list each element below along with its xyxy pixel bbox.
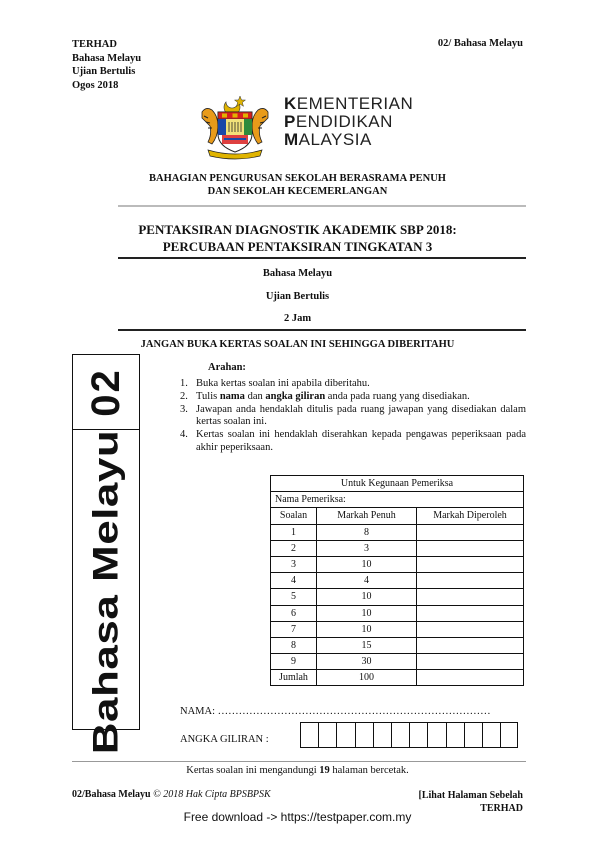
classification-label: TERHAD bbox=[72, 39, 117, 50]
total-obtained-cell[interactable] bbox=[417, 670, 524, 686]
ministry-line-1: EMENTERIAN bbox=[296, 94, 414, 113]
table-row: 3 10 bbox=[271, 556, 524, 572]
exam-title-line-2: PERCUBAAN PENTAKSIRAN TINGKATAN 3 bbox=[162, 239, 433, 254]
index-digit-box[interactable] bbox=[427, 722, 445, 748]
index-digit-box[interactable] bbox=[446, 722, 464, 748]
warning-notice: JANGAN BUKA KERTAS SOALAN INI SEHINGGA DIBERITAHU bbox=[140, 339, 455, 350]
table-row: 2 3 bbox=[271, 540, 524, 556]
exam-title bbox=[0, 221, 595, 255]
index-digit-box[interactable] bbox=[391, 722, 409, 748]
exam-title-line-1: PENTAKSIRAN DIAGNOSTIK AKADEMIK SBP 2018: bbox=[138, 222, 457, 237]
candidate-name-field[interactable]: NAMA: …………………………………………………………………… bbox=[180, 706, 491, 717]
table-row: 9 30 bbox=[271, 654, 524, 670]
index-digit-box[interactable] bbox=[318, 722, 336, 748]
table-row: 5 10 bbox=[271, 589, 524, 605]
ministry-initial-p: P bbox=[284, 112, 296, 131]
index-digit-box[interactable] bbox=[464, 722, 482, 748]
page-count-note: Kertas soalan ini mengandungi 19 halaman bercetak. bbox=[186, 765, 409, 776]
obtained-marks-cell[interactable] bbox=[417, 540, 524, 556]
division-line-1: BAHAGIAN PENGURUSAN SEKOLAH BERASRAMA PENUH bbox=[149, 173, 446, 184]
instruction-item: 2. Tulis nama dan angka giliran anda pada ruang yang disediakan. bbox=[180, 390, 470, 402]
footer-copyright: 02/Bahasa Melayu © 2018 Hak Cipta BPSBPSK bbox=[72, 789, 271, 800]
instructions-title: Arahan: bbox=[208, 362, 246, 373]
exam-duration: 2 Jam bbox=[283, 313, 312, 324]
subject-label: Bahasa Melayu bbox=[72, 52, 142, 64]
index-digit-box[interactable] bbox=[300, 722, 318, 748]
obtained-marks-cell[interactable] bbox=[417, 621, 524, 637]
instructions-list bbox=[180, 378, 526, 455]
ministry-line-2: ENDIDIKAN bbox=[295, 112, 393, 131]
index-digit-box[interactable] bbox=[355, 722, 373, 748]
table-row: 8 15 bbox=[271, 637, 524, 653]
footer-classification: TERHAD bbox=[480, 803, 523, 814]
side-subject bbox=[73, 429, 139, 755]
download-link[interactable]: Free download -> https://testpaper.com.my bbox=[183, 810, 412, 824]
column-header-question: Soalan bbox=[271, 508, 317, 524]
side-paper-code-text: 02 bbox=[83, 367, 128, 417]
obtained-marks-cell[interactable] bbox=[417, 637, 524, 653]
divider bbox=[72, 761, 526, 762]
index-digit-box[interactable] bbox=[500, 722, 518, 748]
ministry-initial-m: M bbox=[284, 130, 299, 149]
subject-name: Bahasa Melayu bbox=[262, 268, 333, 279]
division-line-2: DAN SEKOLAH KECEMERLANGAN bbox=[207, 186, 388, 197]
next-page-note: [Lihat Halaman Sebelah bbox=[418, 790, 523, 801]
side-label-box bbox=[72, 354, 140, 755]
table-row: 6 10 bbox=[271, 605, 524, 621]
divider bbox=[118, 257, 526, 259]
paper-label: Ujian Bertulis bbox=[72, 66, 136, 77]
column-header-full-marks: Markah Penuh bbox=[317, 508, 417, 524]
paper-code: 02/ Bahasa Melayu bbox=[437, 38, 523, 49]
obtained-marks-cell[interactable] bbox=[417, 524, 524, 540]
obtained-marks-cell[interactable] bbox=[417, 589, 524, 605]
index-digit-box[interactable] bbox=[409, 722, 427, 748]
divider bbox=[118, 205, 526, 207]
table-total-row: Jumlah 100 bbox=[271, 670, 524, 686]
instruction-item: 1. Buka kertas soalan ini apabila diberitahu. bbox=[180, 378, 370, 389]
examiner-marks-table bbox=[270, 475, 524, 686]
table-title: Untuk Kegunaan Pemeriksa bbox=[271, 476, 524, 492]
obtained-marks-cell[interactable] bbox=[417, 654, 524, 670]
index-number-label: ANGKA GILIRAN : bbox=[180, 734, 269, 745]
index-digit-box[interactable] bbox=[373, 722, 391, 748]
ministry-line-3: ALAYSIA bbox=[298, 130, 372, 149]
table-row: 7 10 bbox=[271, 621, 524, 637]
obtained-marks-cell[interactable] bbox=[417, 605, 524, 621]
instruction-item: 3. Jawapan anda hendaklah ditulis pada ruang jawapan yang disediakan dalam kertas soalan ini. bbox=[180, 403, 526, 428]
ministry-name bbox=[284, 95, 413, 149]
instruction-item: 4. Kertas soalan ini hendaklah diserahkan kepada pengawas peperiksaan pada akhir peperiksaan. bbox=[180, 429, 526, 453]
ministry-initial-k: K bbox=[284, 94, 297, 113]
column-header-obtained-marks: Markah Diperoleh bbox=[417, 508, 524, 524]
obtained-marks-cell[interactable] bbox=[417, 556, 524, 572]
index-number-boxes[interactable] bbox=[300, 722, 518, 748]
table-row: 4 4 bbox=[271, 573, 524, 589]
paper-name: Ujian Bertulis bbox=[265, 291, 330, 302]
index-digit-box[interactable] bbox=[482, 722, 500, 748]
division-name bbox=[0, 172, 595, 198]
divider bbox=[118, 329, 526, 331]
table-row: 1 8 bbox=[271, 524, 524, 540]
index-digit-box[interactable] bbox=[336, 722, 354, 748]
obtained-marks-cell[interactable] bbox=[417, 573, 524, 589]
side-subject-text: Bahasa Melayu bbox=[86, 429, 126, 755]
side-paper-code bbox=[73, 363, 139, 421]
examiner-name-field[interactable]: Nama Pemeriksa: bbox=[271, 492, 524, 508]
header-left bbox=[72, 38, 141, 92]
date-label: Ogos 2018 bbox=[72, 79, 119, 91]
coat-of-arms-logo bbox=[196, 92, 274, 160]
